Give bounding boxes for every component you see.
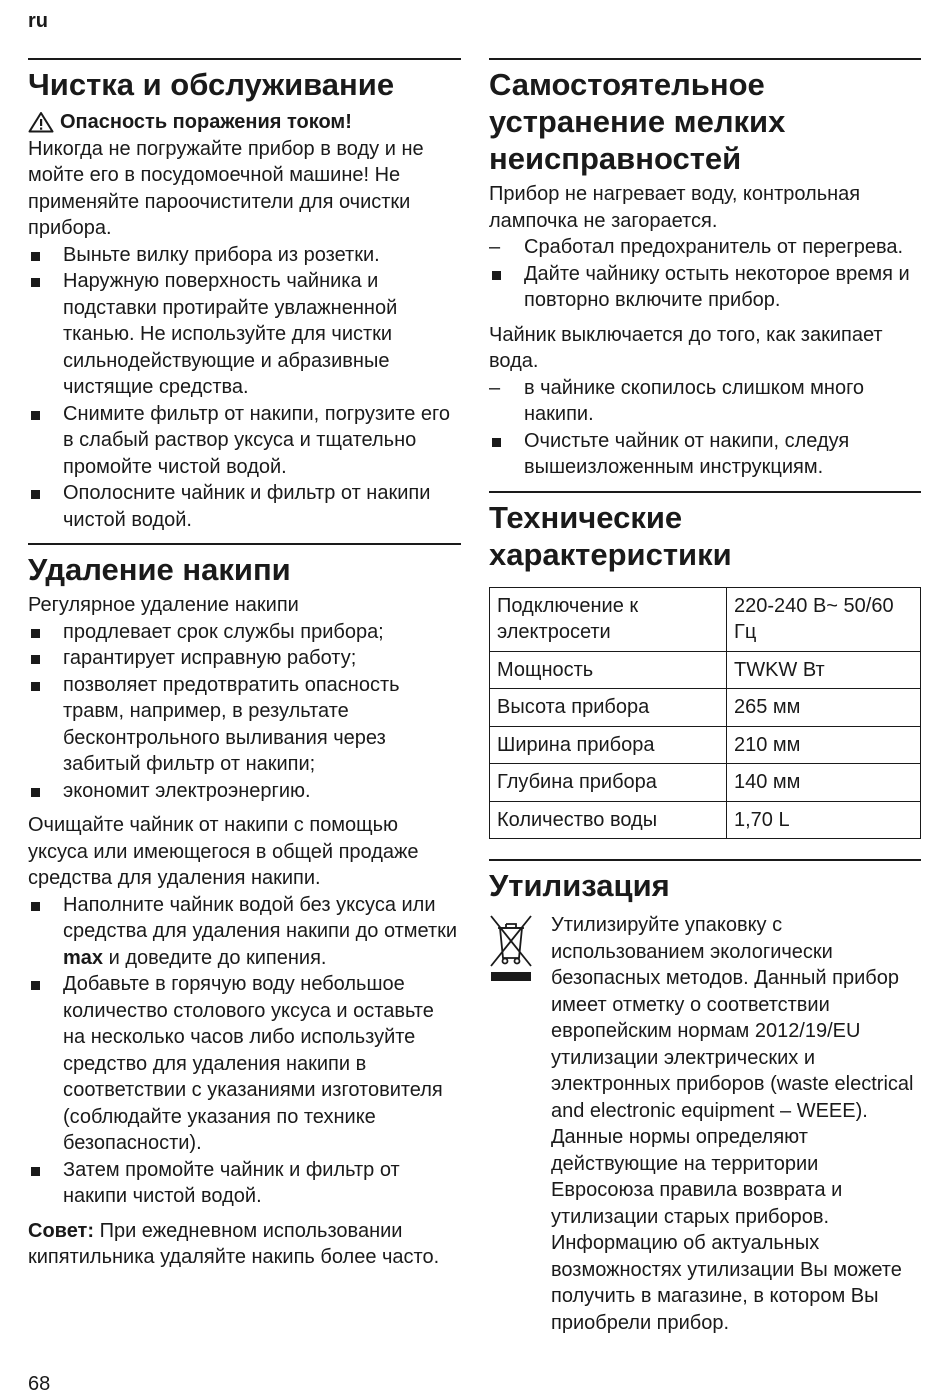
list-item: продлевает срок службы прибора; [28,619,461,646]
descaling-intro: Регулярное удаление накипи [28,594,299,616]
list-item: – в чайнике скопилось слишком много накипи. [489,375,921,428]
spec-label: Мощность [490,651,727,689]
disposal-block [489,912,921,1336]
spec-label: Ширина прибора [490,726,727,764]
list-item: Наружную поверхность чайника и подставки протирайте увлажненной тканью. Не используйте для чистки сильнодействующие и абразивные чистящие средства. [28,268,461,401]
spec-value: 210 мм [727,726,921,764]
specs-heading: Технические характеристики [489,499,732,572]
warning-title [28,109,461,136]
list-item: гарантирует исправную работу; [28,645,461,672]
descaling-benefits [28,619,461,805]
spec-value: 265 мм [727,689,921,727]
spec-label: Подключение к электросети [490,587,727,651]
descaling-steps [28,892,461,1210]
list-item: Дайте чайнику остыть некоторое время и повторно включите прибор. [489,261,921,314]
fix-list-2 [489,428,921,481]
problem-2: Чайник выключается до того, как закипает вода. [489,323,883,372]
disposal-heading: Утилизация [489,868,670,903]
list-item: Выньте вилку прибора из розетки. [28,242,461,269]
table-row [490,801,921,839]
spec-value: 220-240 В~ 50/60 Гц [727,587,921,651]
problem-1: Прибор не нагревает воду, контрольная лампочка не загорается. [489,183,861,232]
list-item: Снимите фильтр от накипи, погрузите его в слабый раствор уксуса и тщательно промойте чистой водой. [28,401,461,481]
table-row [490,764,921,802]
list-item: – Сработал предохранитель от перегрева. [489,234,921,261]
weee-crossed-bin-icon [489,912,535,1336]
cause-list-2 [489,375,921,428]
step1-text-b: и доведите до кипения. [103,946,327,969]
list-item: Затем промойте чайник и фильтр от накипи чистой водой. [28,1157,461,1210]
warning-title-text: Опасность поражения током! [60,111,352,133]
spec-value: TWKW Вт [727,651,921,689]
max-mark: max [63,946,104,969]
troubleshooting-section [489,58,921,481]
descaling-heading: Удаление накипи [28,552,291,587]
spec-label: Глубина прибора [490,764,727,802]
descaling-paragraph: Очищайте чайник от накипи с помощью уксуса или имеющегося в общей продаже средства для удаления накипи. [28,814,419,889]
table-row [490,651,921,689]
specs-section [489,491,921,840]
tip-paragraph [28,1218,461,1271]
left-column [28,58,461,1271]
tip-text: При ежедневном использовании кипятильника удаляйте накипь более часто. [28,1219,440,1268]
spec-value: 1,70 L [727,801,921,839]
spec-label: Высота прибора [490,689,727,727]
table-row [490,689,921,727]
list-item: Ополосните чайник и фильтр от накипи чистой водой. [28,480,461,533]
descaling-section [28,543,461,1271]
disposal-section [489,859,921,1336]
cleaning-steps [28,242,461,534]
cleaning-heading: Чистка и обслуживание [28,67,395,102]
warning-triangle-icon [28,111,54,133]
fix-list-1 [489,261,921,314]
tip-label: Совет: [28,1219,95,1242]
table-row [490,587,921,651]
troubleshooting-heading: Самостоятельное устранение мелких неисправностей [489,67,786,176]
list-item: Очистьте чайник от накипи, следуя вышеизложенным инструкциям. [489,428,921,481]
disposal-text: Утилизируйте упаковку с использованием экологически безопасных методов. Данный прибор имеет отметку о соответствии европейским нормам 2012/19/EU утилизации электрических и электронных приборов (waste electrical and electronic equipment – WEEE). Данные нормы определяют действующие на территории Евросоюза правила возврата и утилизации старых приборов. Информацию об актуальных возможностях утилизации Вы можете получить в магазине, в котором Вы приобрели прибор. [551,914,914,1334]
language-code: ru [28,10,48,32]
list-item: Добавьте в горячую воду небольшое количество столового уксуса и оставьте на несколько часов либо используйте средство для удаления накипи в соответствии с указаниями изготовителя (соблюдайте указания по технике безопасности). [28,971,461,1157]
spec-label: Количество воды [490,801,727,839]
table-row [490,726,921,764]
cleaning-section [28,58,461,533]
list-item: экономит электроэнергию. [28,778,461,805]
right-column [489,58,921,1336]
list-item [28,892,461,972]
spec-value: 140 мм [727,764,921,802]
cause-list-1 [489,234,921,261]
step1-text-a: Наполните чайник водой без уксуса или средства для удаления накипи до отметки [63,893,458,942]
specs-table [489,587,921,840]
page-number: 68 [28,1373,51,1395]
warning-text: Никогда не погружайте прибор в воду и не мойте его в посудомоечной машине! Не применяйте пароочистители для очистки прибора. [28,137,424,239]
list-item: позволяет предотвратить опасность травм, например, в результате бесконтрольного выливания через забитый фильтр от накипи; [28,672,461,778]
